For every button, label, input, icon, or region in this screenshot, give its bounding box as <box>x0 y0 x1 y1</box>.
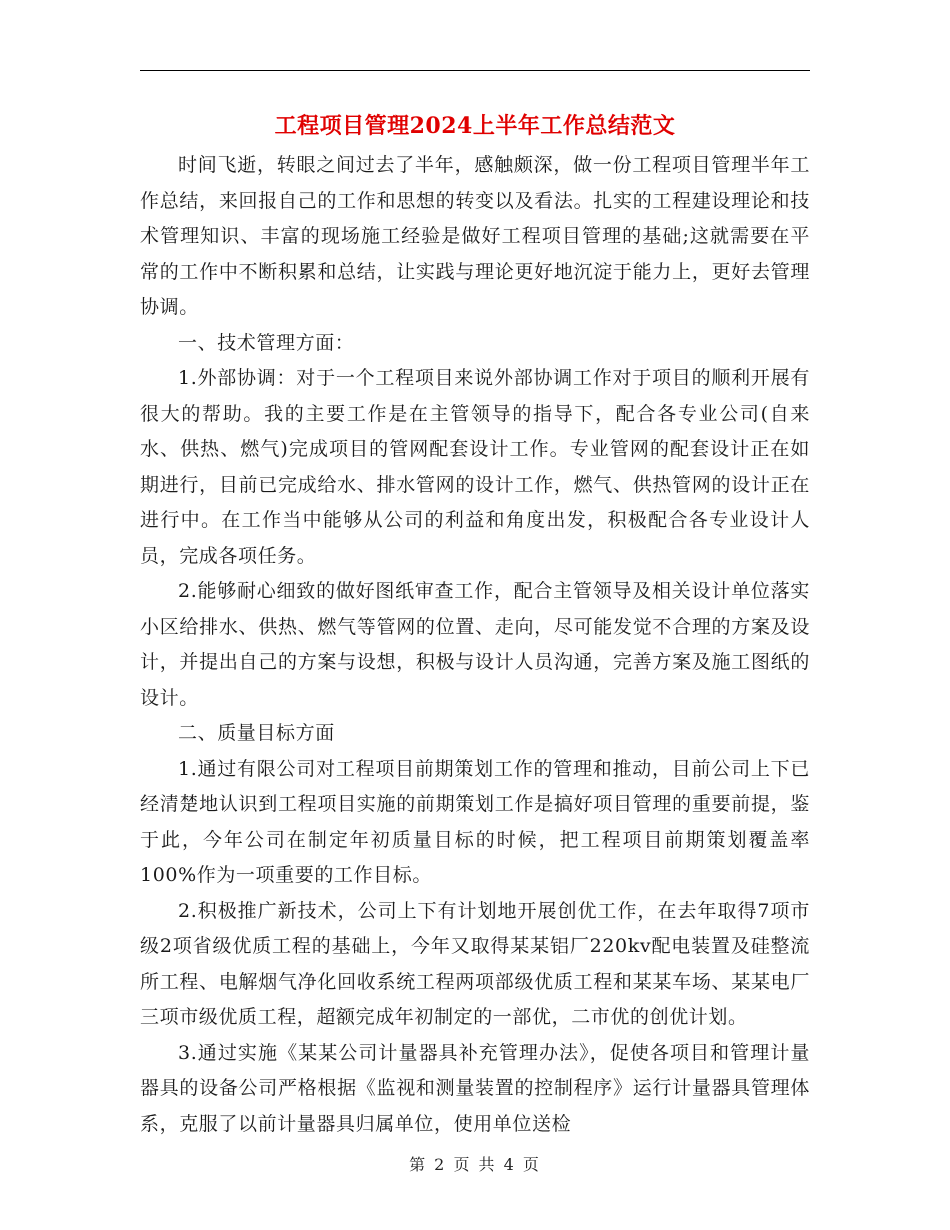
paragraph-project-planning: 1.通过有限公司对工程项目前期策划工作的管理和推动，目前公司上下已经清楚地认识到工程项目实施的前期策划工作是搞好项目管理的重要前提，鉴于此，今年公司在制定年初质量目标的时候，把工程项目前期策划覆盖率100%作为一项重要的工作目标。 <box>140 757 810 886</box>
section-heading-technical: 一、技术管理方面： <box>178 331 355 354</box>
document-title: 工程项目管理2024上半年工作总结范文 <box>274 113 676 139</box>
header-rule <box>140 70 810 71</box>
paragraph-drawing-review: 2.能够耐心细致的做好图纸审查工作，配合主管领导及相关设计单位落实小区给排水、供热、燃气等管网的位置、走向，尽可能发觉不合理的方案及设计，并提出自己的方案与设想，积极与设计人员沟通，完善方案及施工图纸的设计。 <box>140 580 810 709</box>
paragraph-intro: 时间飞逝，转眼之间过去了半年，感触颇深，做一份工程项目管理半年工作总结，来回报自己的工作和思想的转变以及看法。扎实的工程建设理论和技术管理知识、丰富的现场施工经验是做好工程项目管理的基础;这就需要在平常的工作中不断积累和总结，让实践与理论更好地沉淀于能力上，更好去管理协调。 <box>140 154 810 318</box>
page-number: 第 2 页 共 4 页 <box>409 1155 541 1174</box>
paragraph-new-technology: 2.积极推广新技术，公司上下有计划地开展创优工作，在去年取得7项市级2项省级优质工程的基础上，今年又取得某某铝厂220kv配电装置及硅整流所工程、电解烟气净化回收系统工程两项部级优质工程和某某车场、某某电厂三项市级优质工程，超额完成年初制定的一部优，二市优的创优计划。 <box>140 899 810 1028</box>
paragraph-external-coordination: 1.外部协调：对于一个工程项目来说外部协调工作对于项目的顺利开展有很大的帮助。我的主要工作是在主管领导的指导下，配合各专业公司(自来水、供热、燃气)完成项目的管网配套设计工作。专业管网的配套设计正在如期进行，目前已完成给水、排水管网的设计工作，燃气、供热管网的设计正在进行中。在工作当中能够从公司的利益和角度出发，积极配合各专业设计人员，完成各项任务。 <box>140 367 810 567</box>
section-heading-quality: 二、质量目标方面 <box>178 722 335 744</box>
paragraph-measurement: 3.通过实施《某某公司计量器具补充管理办法》，促使各项目和管理计量器具的设备公司严格根据《监视和测量装置的控制程序》运行计量器具管理体系，克服了以前计量器具归属单位，使用单位送检 <box>140 1041 810 1135</box>
document-body <box>140 148 810 1142</box>
